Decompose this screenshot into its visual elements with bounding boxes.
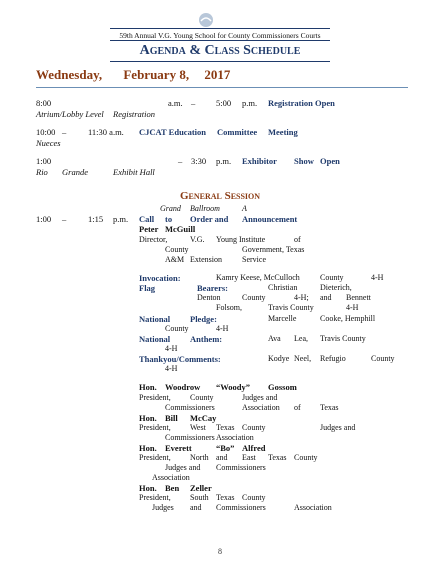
officer-title: West [190,423,206,432]
header-subtitle: 59th Annual V.G. Young School for County Commissioners Courts [119,31,321,40]
officer-title: Judges and [242,393,278,402]
officer-name: Bill [165,413,178,423]
schedule-location-note: Exhibit Hall [113,167,155,177]
officer-name: Gossom [268,382,297,392]
session-dash: – [62,214,67,224]
session-ampm: p.m. [113,214,129,224]
schedule-location-note: Registration [113,109,156,119]
page-title: Agenda & Class Schedule [139,43,301,58]
schedule-end: 3:30 [191,156,207,166]
officer-name: Hon. [139,483,157,493]
speaker-title: Young Institute [216,235,266,244]
officer-name: Ben [165,483,180,493]
officer-title: Commissioners [216,503,266,512]
role-person: Folsom, [216,303,243,312]
schedule-ampm: a.m. [168,98,183,108]
date-month-day: February 8, [123,67,190,82]
role-person: Travis County [268,303,314,312]
officer-title: President, [139,423,171,432]
officer-title: Association [294,503,332,512]
role-person: Christian [268,283,298,292]
schedule-ampm-end: p.m. [216,156,232,166]
role-person: Denton [197,293,221,302]
officer-title: Texas [216,423,235,432]
officer-name: Woodrow [165,382,201,392]
schedule-event: Show [294,156,314,166]
schedule-event: CJCAT Education [139,127,206,137]
role-label: Flag [139,283,156,293]
schedule-start: 10:00 [36,127,56,137]
role-person: and [320,293,332,302]
officer-title: Texas [268,453,287,462]
schedule-dash: – [62,127,67,137]
role-person: County [371,354,395,363]
session-room: A [242,204,247,213]
schedule-ampm-end: p.m. [242,98,258,108]
officer-name: Zeller [190,483,212,493]
role-person: 4-H [346,303,359,312]
officer-title: Commissioners [165,433,215,442]
role-person: Travis County [320,334,366,343]
session-call: Call [139,214,155,224]
officer-title: East [242,453,256,462]
title-rule [110,61,330,62]
role-person: Bennett [346,293,371,302]
officer-title: County [294,453,318,462]
role-label: National [139,334,171,344]
officer-title: President, [139,453,171,462]
officer-title: County [190,393,214,402]
school-logo-icon [198,12,214,28]
schedule-start: 1:00 [36,156,52,166]
officer-title: County [242,493,266,502]
date-weekday: Wednesday, [36,67,103,82]
officer-title: Texas [320,403,339,412]
officer-title: Association [216,433,254,442]
role-person: Marcelle [268,314,297,323]
officer-name: “Bo” [216,443,235,453]
speaker-name: McGuill [165,224,196,234]
page-number: 8 [218,547,222,556]
role-person: Lea, [294,334,308,343]
date-year: 2017 [204,67,231,82]
role-person: Refugio [320,354,346,363]
session-room: Ballroom [190,204,220,213]
schedule-event: Open [320,156,340,166]
role-person: Kamry Keese, McCulloch [216,273,300,282]
date-rule [36,87,408,88]
role-label: Invocation: [139,273,181,283]
role-person: County [320,273,344,282]
schedule-start: 8:00 [36,98,52,108]
officer-title: South [190,493,209,502]
officer-name: Everett [165,443,192,453]
officer-title: Judges and [165,463,201,472]
schedule-dash: – [178,156,183,166]
officer-title: Judges [152,503,174,512]
session-start: 1:00 [36,214,52,224]
officer-name: “Woody” [216,382,251,392]
officer-title: County [242,423,266,432]
role-person: Ava [268,334,281,343]
session-call: Announcement [242,214,298,224]
officer-title: of [294,403,301,412]
schedule-dash: – [191,98,196,108]
schedule-end: 11:30 a.m. [88,127,124,137]
officer-title: Judges and [320,423,356,432]
schedule-event: Registration Open [268,98,335,108]
officer-title: Association [242,403,280,412]
schedule-location: Atrium/Lobby Level [36,109,104,119]
speaker-title: V.G. [190,235,205,244]
role-label: Bearers: [197,283,228,293]
role-person: 4-H; [294,293,309,302]
officer-title: Commissioners [165,403,215,412]
speaker-title: Director, [139,235,168,244]
session-call: to [165,214,173,224]
officer-name: Alfred [242,443,266,453]
role-person: Dieterich, [320,283,352,292]
role-label: Anthem: [190,334,223,344]
officer-title: Commissioners [216,463,266,472]
speaker-title: County [165,245,189,254]
schedule-location: Rio [36,167,48,177]
general-session-heading: General Session [179,190,261,202]
speaker-title: Extension [190,255,222,264]
session-end: 1:15 [88,214,104,224]
schedule-location: Grande [62,167,88,177]
officer-name: McCay [190,413,217,423]
session-call: Order and [190,214,229,224]
speaker-title: of [294,235,301,244]
officer-title: President, [139,393,171,402]
officer-title: President, [139,493,171,502]
schedule-event: Meeting [268,127,298,137]
role-person: 4-H [371,273,384,282]
schedule-event: Exhibitor [242,156,277,166]
officer-name: Hon. [139,413,157,423]
role-person: 4-H [165,344,178,353]
speaker-title: Government, Texas [242,245,305,254]
schedule-location: Nueces [36,138,61,148]
officer-name: Hon. [139,382,157,392]
role-person: County [165,324,189,333]
role-person: Cooke, Hemphill [320,314,376,323]
schedule-event: Committee [217,127,258,137]
role-person: 4-H [216,324,229,333]
officer-title: Association [152,473,190,482]
role-person: 4-H [165,364,178,373]
date-heading [36,67,230,83]
officer-title: North [190,453,209,462]
officer-title: and [216,453,228,462]
speaker-title: Service [242,255,266,264]
speaker-name: Peter [139,224,159,234]
role-label: Pledge: [190,314,217,324]
role-label: Thankyou/Comments: [139,354,221,364]
officer-name: Hon. [139,443,157,453]
role-person: Kodye [268,354,290,363]
role-label: National [139,314,171,324]
officer-title: and [190,503,202,512]
role-person: Neel, [294,354,312,363]
session-room: Grand [160,204,181,213]
role-person: County [242,293,266,302]
schedule-end: 5:00 [216,98,232,108]
speaker-title: A&M [165,255,185,264]
header-rule-top [110,28,330,29]
officer-title: Texas [216,493,235,502]
header-rule-bottom [110,40,330,41]
